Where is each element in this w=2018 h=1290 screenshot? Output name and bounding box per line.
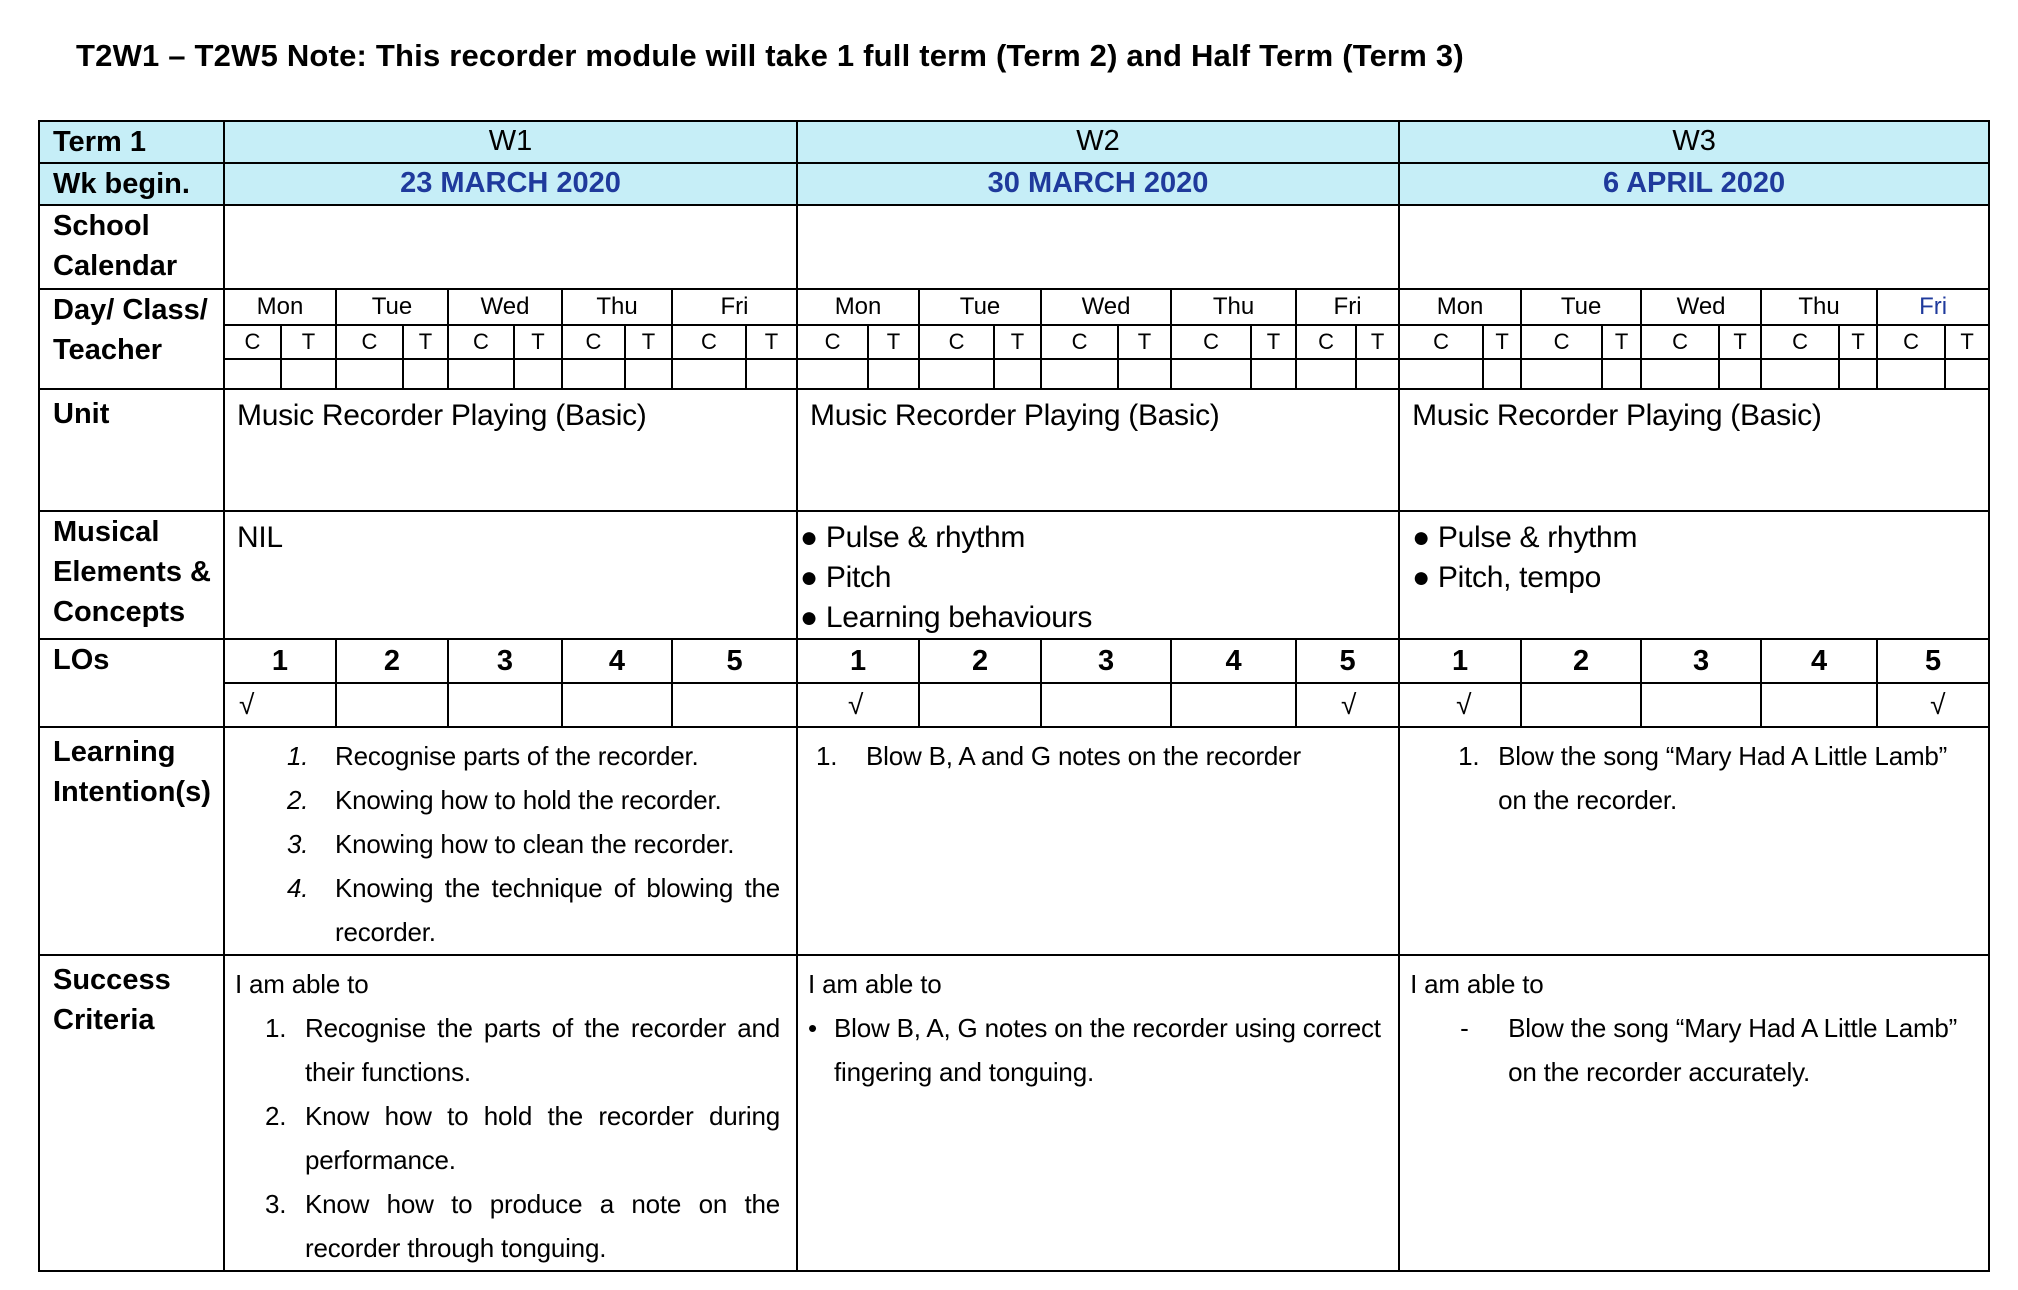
intention-item: 1. Recognise parts of the recorder. xyxy=(287,741,699,771)
week-3-musical-elements xyxy=(1399,511,1989,639)
blank-cell xyxy=(1602,359,1641,389)
ct-cell: T xyxy=(1118,325,1171,359)
w1-day-thu: Thu xyxy=(562,289,672,325)
ct-cell: C xyxy=(672,325,746,359)
w1-day-fri: Fri xyxy=(672,289,797,325)
blank-cell xyxy=(1945,359,1989,389)
ct-cell: T xyxy=(1251,325,1296,359)
ct-cell: T xyxy=(746,325,797,359)
blank-cell xyxy=(1719,359,1761,389)
criteria-item: 1. Recognise the parts of the recorder and their functions. xyxy=(265,1013,781,1087)
lo-number: 3 xyxy=(1641,639,1761,683)
lo-number: 2 xyxy=(1521,639,1641,683)
blank-cell xyxy=(1483,359,1521,389)
ct-cell: C xyxy=(1296,325,1356,359)
ct-cell: C xyxy=(919,325,994,359)
blank-cell xyxy=(562,359,625,389)
ct-cell: C xyxy=(1641,325,1719,359)
week-3-success-criteria xyxy=(1399,955,1989,1271)
week-3-unit: Music Recorder Playing (Basic) xyxy=(1399,389,1989,511)
ct-cell: T xyxy=(1839,325,1877,359)
ct-cell: T xyxy=(403,325,448,359)
blank-cell xyxy=(1399,359,1483,389)
lo-number: 1 xyxy=(797,639,919,683)
blank-cell xyxy=(1296,359,1356,389)
week-2-success-criteria xyxy=(797,955,1399,1271)
lesson-plan-table xyxy=(38,120,1990,1272)
element-item: ● Learning behaviours xyxy=(800,601,1093,634)
blank-cell xyxy=(448,359,514,389)
success-lead: I am able to xyxy=(1410,969,1544,999)
ct-cell: C xyxy=(562,325,625,359)
blank-cell xyxy=(1839,359,1877,389)
blank-cell xyxy=(868,359,919,389)
blank-cell xyxy=(625,359,672,389)
lo-tick-cell xyxy=(562,683,672,727)
blank-cell xyxy=(797,359,868,389)
term-label: Term 1 xyxy=(39,121,224,163)
lo-tick-cell xyxy=(336,683,448,727)
week-1-musical-elements xyxy=(224,511,797,639)
criteria-item: 2. Know how to hold the recorder during performance. xyxy=(265,1101,781,1175)
success-lead: I am able to xyxy=(808,969,942,999)
unit-label: Unit xyxy=(39,389,224,511)
lo-number: 3 xyxy=(448,639,562,683)
week-1-header: W1 xyxy=(224,121,797,163)
w1-day-tue: Tue xyxy=(336,289,448,325)
ct-cell: C xyxy=(797,325,868,359)
week-3-header: W3 xyxy=(1399,121,1989,163)
week-2-musical-elements xyxy=(797,511,1399,639)
lo-tick-cell xyxy=(672,683,797,727)
week-2-learning-intentions xyxy=(797,727,1399,955)
blank-cell xyxy=(1761,359,1839,389)
day-class-teacher-label: Day/ Class/ Teacher xyxy=(39,289,224,389)
w3-day-fri: Fri xyxy=(1877,289,1989,325)
intention-item: 2. Knowing how to hold the recorder. xyxy=(287,785,722,815)
ct-cell: T xyxy=(1602,325,1641,359)
ct-cell: T xyxy=(868,325,919,359)
lo-tick-cell: √ xyxy=(224,683,336,727)
lo-number: 4 xyxy=(562,639,672,683)
blank-cell xyxy=(514,359,562,389)
lo-number: 1 xyxy=(224,639,336,683)
blank-cell xyxy=(1251,359,1296,389)
lo-tick-cell xyxy=(448,683,562,727)
lo-tick-cell xyxy=(1521,683,1641,727)
week-1-date: 23 MARCH 2020 xyxy=(224,163,797,205)
w3-day-wed: Wed xyxy=(1641,289,1761,325)
blank-cell xyxy=(1521,359,1602,389)
week-1-success-criteria xyxy=(224,955,797,1271)
los-label: LOs xyxy=(39,639,224,727)
ct-cell: T xyxy=(994,325,1041,359)
week-2-unit: Music Recorder Playing (Basic) xyxy=(797,389,1399,511)
lo-tick-cell: √ xyxy=(1877,683,1989,727)
lo-number: 4 xyxy=(1761,639,1877,683)
week-1-learning-intentions xyxy=(224,727,797,955)
lo-number: 5 xyxy=(1877,639,1989,683)
blank-cell xyxy=(1118,359,1171,389)
lo-tick-cell xyxy=(1171,683,1296,727)
blank-cell xyxy=(994,359,1041,389)
wk-begin-label: Wk begin. xyxy=(39,163,224,205)
learning-intentions-label: Learning Intention(s) xyxy=(39,727,224,955)
element-item: ● Pitch xyxy=(800,561,892,594)
blank-cell xyxy=(1877,359,1945,389)
ct-cell: T xyxy=(1719,325,1761,359)
ct-cell: T xyxy=(1356,325,1399,359)
lo-number: 3 xyxy=(1041,639,1171,683)
w2-day-fri: Fri xyxy=(1296,289,1399,325)
ct-cell: C xyxy=(224,325,281,359)
lo-number: 2 xyxy=(336,639,448,683)
success-criteria-label: Success Criteria xyxy=(39,955,224,1271)
element-item: ● Pulse & rhythm xyxy=(800,521,1026,554)
lo-tick-cell xyxy=(1641,683,1761,727)
blank-cell xyxy=(1641,359,1719,389)
ct-cell: T xyxy=(1483,325,1521,359)
blank-cell xyxy=(919,359,994,389)
blank-cell xyxy=(672,359,746,389)
page-title: T2W1 – T2W5 Note: This recorder module will take 1 full term (Term 2) and Half Term (Term 3) xyxy=(76,38,1464,73)
w2-day-thu: Thu xyxy=(1171,289,1296,325)
element-item: ● Pitch, tempo xyxy=(1412,561,1602,594)
w1-day-mon: Mon xyxy=(224,289,336,325)
blank-cell xyxy=(281,359,336,389)
lo-number: 5 xyxy=(1296,639,1399,683)
criteria-item: - Blow the song “Mary Had A Little Lamb” on the recorder accurately. xyxy=(1460,1013,1958,1087)
blank-cell xyxy=(1171,359,1251,389)
ct-cell: C xyxy=(1041,325,1118,359)
lo-tick-cell xyxy=(1041,683,1171,727)
lo-number: 5 xyxy=(672,639,797,683)
ct-cell: C xyxy=(1521,325,1602,359)
ct-cell: C xyxy=(1761,325,1839,359)
school-calendar-label: School Calendar xyxy=(39,205,224,289)
lo-number: 2 xyxy=(919,639,1041,683)
week-3-learning-intentions xyxy=(1399,727,1989,955)
element-item: ● Pulse & rhythm xyxy=(1412,521,1638,554)
ct-cell: C xyxy=(336,325,403,359)
intention-item: 1. Blow B, A and G notes on the recorder xyxy=(816,741,1301,771)
lo-tick-cell: √ xyxy=(797,683,919,727)
w2-day-tue: Tue xyxy=(919,289,1041,325)
ct-cell: C xyxy=(1877,325,1945,359)
blank-cell xyxy=(403,359,448,389)
ct-cell: T xyxy=(625,325,672,359)
week-2-header: W2 xyxy=(797,121,1399,163)
blank-cell xyxy=(1041,359,1118,389)
ct-cell: T xyxy=(514,325,562,359)
blank-cell xyxy=(746,359,797,389)
w2-day-wed: Wed xyxy=(1041,289,1171,325)
intention-item: 3. Knowing how to clean the recorder. xyxy=(287,829,735,859)
ct-cell: T xyxy=(1945,325,1989,359)
blank-cell xyxy=(336,359,403,389)
week-3-date: 6 APRIL 2020 xyxy=(1399,163,1989,205)
criteria-item: 3. Know how to produce a note on the recorder through tonguing. xyxy=(265,1189,781,1263)
w3-day-tue: Tue xyxy=(1521,289,1641,325)
criteria-item: • Blow B, A, G notes on the recorder using correct fingering and tonguing. xyxy=(808,1013,1381,1087)
week-2-date: 30 MARCH 2020 xyxy=(797,163,1399,205)
week-2-calendar-cell xyxy=(797,205,1399,289)
lo-tick-cell: √ xyxy=(1399,683,1521,727)
ct-cell: C xyxy=(1399,325,1483,359)
week-1-calendar-cell xyxy=(224,205,797,289)
ct-cell: T xyxy=(281,325,336,359)
ct-cell: C xyxy=(1171,325,1251,359)
lo-tick-cell xyxy=(1761,683,1877,727)
ct-cell: C xyxy=(448,325,514,359)
lo-number: 1 xyxy=(1399,639,1521,683)
week-1-unit: Music Recorder Playing (Basic) xyxy=(224,389,797,511)
element-item: NIL xyxy=(237,521,283,554)
musical-elements-label: Musical Elements & Concepts xyxy=(39,511,224,639)
lo-tick-cell: √ xyxy=(1296,683,1399,727)
w3-day-mon: Mon xyxy=(1399,289,1521,325)
lo-number: 4 xyxy=(1171,639,1296,683)
intention-item: 4. Knowing the technique of blowing the recorder. xyxy=(287,873,781,947)
lo-tick-cell xyxy=(919,683,1041,727)
blank-cell xyxy=(224,359,281,389)
w3-day-thu: Thu xyxy=(1761,289,1877,325)
intention-item: 1. Blow the song “Mary Had A Little Lamb” on the recorder. xyxy=(1458,741,1948,815)
week-3-calendar-cell xyxy=(1399,205,1989,289)
w2-day-mon: Mon xyxy=(797,289,919,325)
success-lead: I am able to xyxy=(235,969,369,999)
blank-cell xyxy=(1356,359,1399,389)
w1-day-wed: Wed xyxy=(448,289,562,325)
